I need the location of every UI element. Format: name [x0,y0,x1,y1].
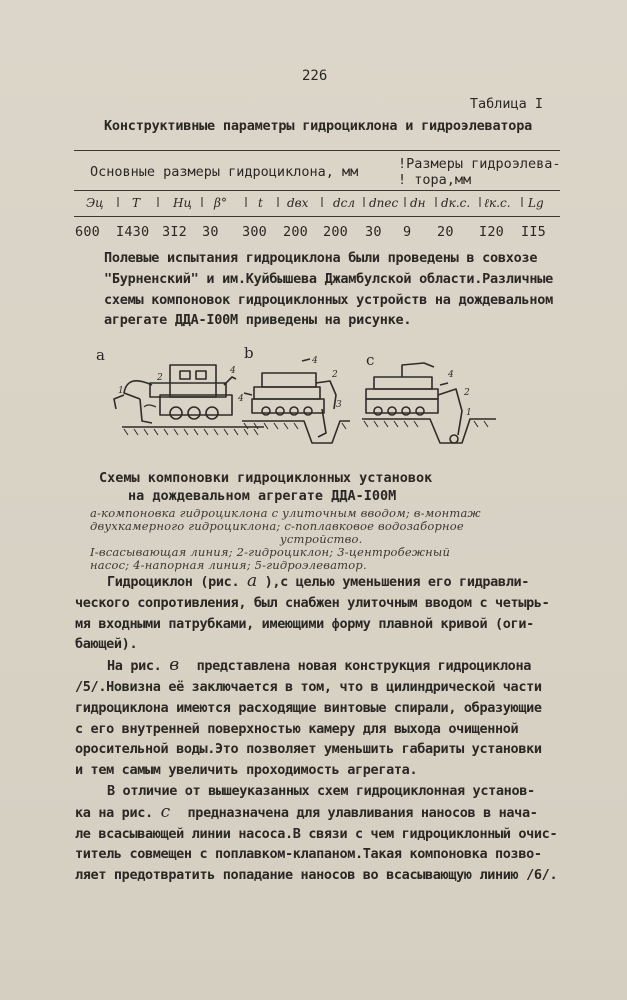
text-line: схемы компоновок гидроциклонных устройств на дождевальном [104,291,554,308]
figure-legend [90,507,481,572]
text-span: представлена новая конструкция гидроциклона [196,658,532,675]
text-span: Гидроциклон (рис. [107,574,240,590]
paragraph-2-line [75,655,557,677]
table-top-rule [74,150,560,151]
value-cell: 200 [323,224,348,240]
table-header-rule [74,190,560,191]
value-cell: I20 [479,224,504,240]
figure-callout: 3 [336,400,342,410]
symbol-separators [74,194,560,214]
symbol-T: Т [132,196,141,210]
figure-callout: 4 [448,370,454,380]
intro-paragraph [104,248,553,331]
legend-line: двухкамерного гидроциклона; с-поплавковое водозаборное [90,519,464,533]
text-line: агрегате ДДА-I00М приведены на рисунке. [104,312,412,329]
value-cell: 200 [283,224,308,240]
text-line: бающей). [75,636,138,653]
figure-callout: 2 [464,388,470,398]
text-line: ческого сопротивления, был снабжен улиточным вводом с четырь- [75,594,550,611]
text-line: В отличие от вышеуказанных схем гидроциклонная установ- [107,782,535,799]
symbol-height: Нц [173,196,192,210]
value-cell: 300 [242,224,267,240]
figure-drawing [104,355,498,460]
value-cell: 9 [403,224,412,240]
symbol-d-sand: dпес [369,196,399,210]
symbol-d-inlet: dвх [287,196,309,210]
table-header-left: Основные размеры гидроциклона, мм [90,164,359,180]
symbol-d-chamber: dк.с. [441,196,471,210]
text-span: ка на рис. [75,804,153,821]
table-title: Конструктивные параметры гидроциклона и гидроэлеватора [104,118,533,134]
table-number: Таблица I [469,96,543,112]
legend-line: а-компоновка гидроциклона с улиточным вводом; в-монтаж [90,506,481,520]
figure-callout: 2 [332,370,338,380]
symbol-L: Lg [528,196,544,210]
legend-line: устройство. [280,532,363,546]
text-line: оросительной воды.Это позволяет уменьшить габариты установки [75,741,542,758]
figure-caption-line1: Схемы компоновки гидроциклонных установок [99,470,433,486]
text-line: "Бурненский" и им.Куйбышева Джамбулской области.Различные [104,270,554,287]
figure-callout: 2 [157,373,163,383]
symbol-t: t [258,196,263,210]
text-line: и тем самым увеличить проходимость агрегата. [75,762,418,779]
text-line: /5/.Новизна её заключается в том, что в цилиндрической части [75,678,542,695]
figure-callout: 1 [118,386,124,396]
text-line: Полевые испытания гидроциклона были проведены в совхозе [104,250,538,266]
figure-callout: 4 [312,356,318,366]
legend-line: насос; 4-напорная линия; 5-гидроэлеватор. [90,558,367,572]
text-line: титель совмещен с поплавком-клапаном.Такая компоновка позво- [75,846,542,863]
symbol-beta: β° [214,196,227,210]
text-span: предназначена для улавливания наносов в нача- [187,804,538,821]
figure-callout: 4 [238,394,244,404]
text-line: мя входными патрубками, имеющими форму плавной кривой (оги- [75,615,534,632]
text-line: с его внутренней поверхностью камеру для выхода очищенной [75,720,519,737]
value-cell: I430 [116,224,150,240]
value-cell: 600 [75,224,100,240]
symbol-l-chamber: ℓк.с. [484,196,511,210]
text-line: ляет предотвратить попадание наносов во всасывающую линию /6/. [75,867,558,884]
text-line: гидроциклона имеются расходящие винтовые спирали, образующие [75,699,542,716]
figure-callout: 4 [230,366,236,376]
value-cell: 3I2 [162,224,187,240]
table-header-right-line1: !Размеры гидроэлева- [398,156,561,172]
text-line: ле всасывающей линии насоса.В связи с чем гидроциклонный очис- [75,825,558,842]
value-cell: 30 [202,224,219,240]
text-span: ),с целью уменьшения его гидравли- [264,574,530,590]
value-cell: II5 [521,224,546,240]
figure-label-c: c [366,351,375,369]
value-cell: 30 [365,224,382,240]
panel-c-sketch [362,363,496,443]
figure-label-a: a [96,346,105,364]
value-cell: 20 [437,224,454,240]
figure-label-b: b [244,344,254,362]
paragraph-3-line [75,802,557,824]
body-text [75,571,557,886]
figure-ref-b: в [169,655,179,676]
table-symbols-rule [74,216,560,217]
table-header-right-line2: ! тора,мм [398,172,472,188]
figure-ref-c: с [160,801,170,822]
symbol-d-drain: dсл [333,196,356,210]
symbol-d-nozzle: dн [410,196,426,210]
figure-callout: 1 [466,408,472,418]
text-span: На рис. [107,658,162,675]
paragraph-1-line [75,571,557,593]
figure-ref-a: а [247,571,257,591]
figure-caption-line2: на дождевальном агрегате ДДА-I00М [128,488,397,504]
page-number: 226 [302,68,328,84]
legend-line: I-всасывающая линия; 2-гидроциклон; 3-центробежный [90,545,451,559]
symbol-diameter: Эц [86,196,104,210]
